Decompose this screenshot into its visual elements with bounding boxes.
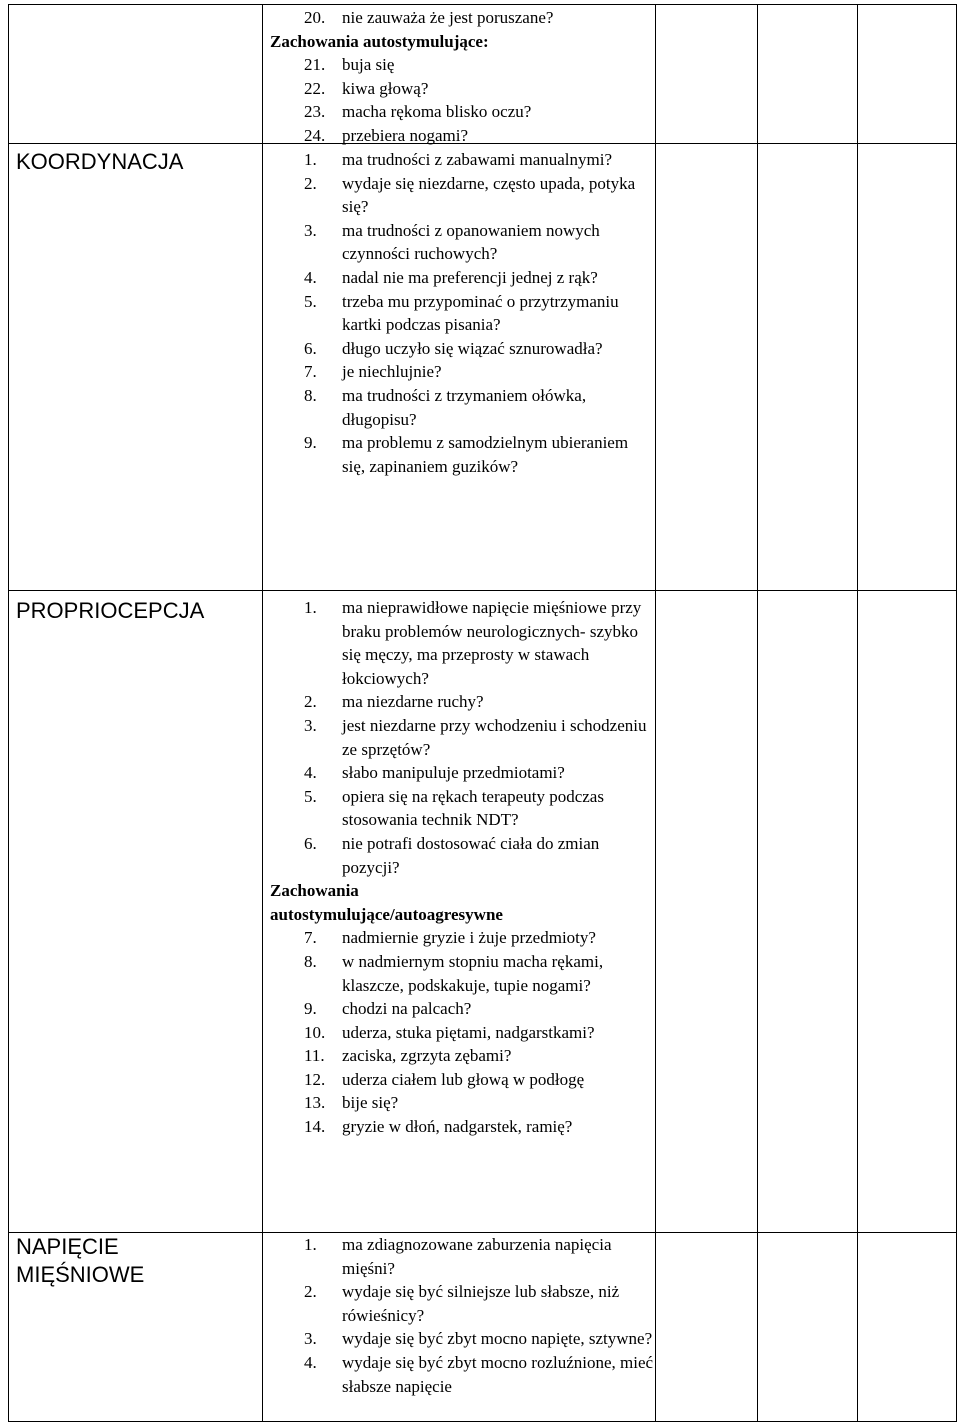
item-text: wydaje się być silniejsze lub słabsze, niż rówieśnicy?	[342, 1282, 620, 1325]
item-number: 11.	[304, 1046, 325, 1066]
item-number: 1.	[304, 598, 317, 617]
item-text: gryzie w dłoń, nadgarstek, ramię?	[342, 1117, 573, 1137]
item-text: trzeba mu przypominać o przytrzymaniu kartki podczas pisania?	[342, 291, 619, 335]
item-text: w nadmiernym stopniu macha rękami, klaszcze, podskakuje, tupie nogami?	[342, 951, 604, 995]
item-text: uderza ciałem lub głową w podłogę	[342, 1069, 585, 1089]
grid-line-col1	[262, 4, 263, 1422]
list-item	[270, 360, 655, 384]
category-napiecie-line1: NAPIĘCIE	[16, 1234, 119, 1259]
list-item	[270, 172, 655, 219]
item-text: zaciska, zgrzyta zębami?	[342, 1046, 512, 1066]
item-number: 7.	[304, 362, 317, 382]
list-item	[270, 148, 655, 172]
item-text: chodzi na palcach?	[342, 999, 472, 1019]
list-item	[270, 761, 655, 785]
item-text: wydaje się być zbyt mocno napięte, sztywne?	[342, 1329, 653, 1349]
item-text: macha rękoma blisko oczu?	[342, 102, 532, 122]
item-text: buja się	[342, 55, 395, 75]
item-number: 12.	[304, 1069, 326, 1089]
item-text: ma problemu z samodzielnym ubieraniem się, zapinaniem guzików?	[342, 433, 629, 476]
list-item	[270, 690, 655, 714]
item-number: 8.	[304, 951, 317, 971]
item-text: jest niezdarne przy wchodzeniu i schodzeniu ze sprzętów?	[342, 715, 647, 759]
list-item	[270, 53, 655, 77]
item-text: uderza, stuka piętami, nadgarstkami?	[342, 1022, 595, 1042]
item-text: ma trudności z trzymaniem ołówka, długopisu?	[342, 385, 587, 429]
list-item	[270, 219, 655, 266]
item-number: 6.	[304, 338, 317, 358]
item-number: 9.	[304, 433, 317, 453]
list-item	[270, 266, 655, 290]
list-item	[270, 1280, 655, 1327]
item-text: ma nieprawidłowe napięcie mięśniowe przy braku problemów neurologicznych- szybko się męczy, ma przeprosty w stawach łokciowych?	[342, 598, 642, 688]
item-number: 20.	[304, 8, 326, 27]
item-text: przebiera nogami?	[342, 125, 469, 145]
category-koordynacja: KOORDYNACJA	[16, 149, 184, 174]
subheading-autoagresywne: Zachowania autostymulujące/autoagresywne	[270, 881, 503, 924]
list-item	[270, 384, 655, 431]
list-item	[270, 1327, 655, 1351]
list-item	[270, 1021, 655, 1045]
item-number: 21.	[304, 55, 326, 75]
item-text: opiera się na rękach terapeuty podczas stosowania technik NDT?	[342, 786, 604, 830]
category-napiecie-miesniowe	[16, 1233, 144, 1289]
category-propriocepcja: PROPRIOCEPCJA	[16, 598, 205, 623]
item-number: 9.	[304, 999, 317, 1019]
item-text: nie potrafi dostosować ciała do zmian pozycji?	[342, 833, 600, 877]
item-number: 6.	[304, 833, 317, 853]
section-napiecie-miesniowe	[270, 1233, 655, 1398]
item-text: wydaje się niezdarne, często upada, potyka się?	[342, 173, 636, 217]
item-number: 2.	[304, 1282, 317, 1302]
grid-line-left	[8, 4, 9, 1422]
list-item	[270, 1044, 655, 1068]
item-number: 4.	[304, 267, 317, 287]
list-item	[270, 997, 655, 1021]
list-item	[270, 714, 655, 761]
item-text: słabo manipuluje przedmiotami?	[342, 763, 565, 783]
list-item	[270, 1351, 655, 1398]
item-text: nadmiernie gryzie i żuje przedmioty?	[342, 928, 596, 948]
category-napiecie-line2: MIĘŚNIOWE	[16, 1262, 145, 1287]
grid-line-row2	[8, 590, 957, 591]
item-number: 10.	[304, 1022, 326, 1042]
section-propriocepcja	[270, 596, 655, 1139]
list-item	[270, 124, 655, 148]
item-number: 2.	[304, 173, 317, 193]
section-koordynacja	[270, 148, 655, 478]
item-text: wydaje się być zbyt mocno rozluźnione, mieć słabsze napięcie	[342, 1352, 654, 1396]
item-text: ma trudności z zabawami manualnymi?	[342, 150, 613, 169]
list-item	[270, 926, 655, 950]
list-item	[270, 950, 655, 997]
item-text: kiwa głową?	[342, 78, 429, 98]
item-number: 4.	[304, 1352, 317, 1372]
item-text: nadal nie ma preferencji jednej z rąk?	[342, 267, 598, 287]
list-item	[270, 1115, 655, 1139]
item-number: 13.	[304, 1093, 326, 1113]
grid-line-col3	[757, 4, 758, 1422]
list-item	[270, 337, 655, 361]
item-number: 7.	[304, 928, 317, 948]
grid-line-col2	[655, 4, 656, 1422]
list-item	[270, 832, 655, 879]
item-number: 1.	[304, 1235, 317, 1254]
item-number: 3.	[304, 220, 317, 240]
item-text: bije się?	[342, 1093, 399, 1113]
item-number: 4.	[304, 763, 317, 783]
subheading-autostymulujace: Zachowania autostymulujące:	[270, 31, 489, 51]
grid-line-col4	[857, 4, 858, 1422]
item-text: ma trudności z opanowaniem nowych czynności ruchowych?	[342, 220, 600, 264]
list-item	[270, 290, 655, 337]
list-item	[270, 100, 655, 124]
item-text: nie zauważa że jest poruszane?	[342, 8, 554, 27]
item-number: 1.	[304, 150, 317, 169]
item-number: 3.	[304, 1329, 317, 1349]
item-number: 14.	[304, 1117, 326, 1137]
item-text: ma niezdarne ruchy?	[342, 692, 484, 712]
grid-line-right	[956, 4, 957, 1422]
list-item	[270, 1091, 655, 1115]
list-item	[270, 1233, 655, 1280]
item-number: 22.	[304, 78, 326, 98]
list-item	[270, 1068, 655, 1092]
list-item	[270, 431, 655, 478]
item-text: ma zdiagnozowane zaburzenia napięcia mięśni?	[342, 1235, 612, 1278]
item-number: 5.	[304, 291, 317, 311]
grid-line-top	[8, 4, 957, 5]
section-intro	[270, 6, 655, 148]
item-number: 2.	[304, 692, 317, 712]
item-text: je niechlujnie?	[342, 362, 442, 382]
list-item	[270, 785, 655, 832]
list-item	[270, 77, 655, 101]
item-text: długo uczyło się wiązać sznurowadła?	[342, 338, 603, 358]
item-number: 23.	[304, 102, 326, 122]
item-number: 8.	[304, 385, 317, 405]
item-number: 24.	[304, 125, 326, 145]
grid-line-bottom	[8, 1421, 957, 1422]
list-item	[270, 6, 655, 30]
item-number: 3.	[304, 715, 317, 735]
list-item	[270, 596, 655, 690]
item-number: 5.	[304, 786, 317, 806]
